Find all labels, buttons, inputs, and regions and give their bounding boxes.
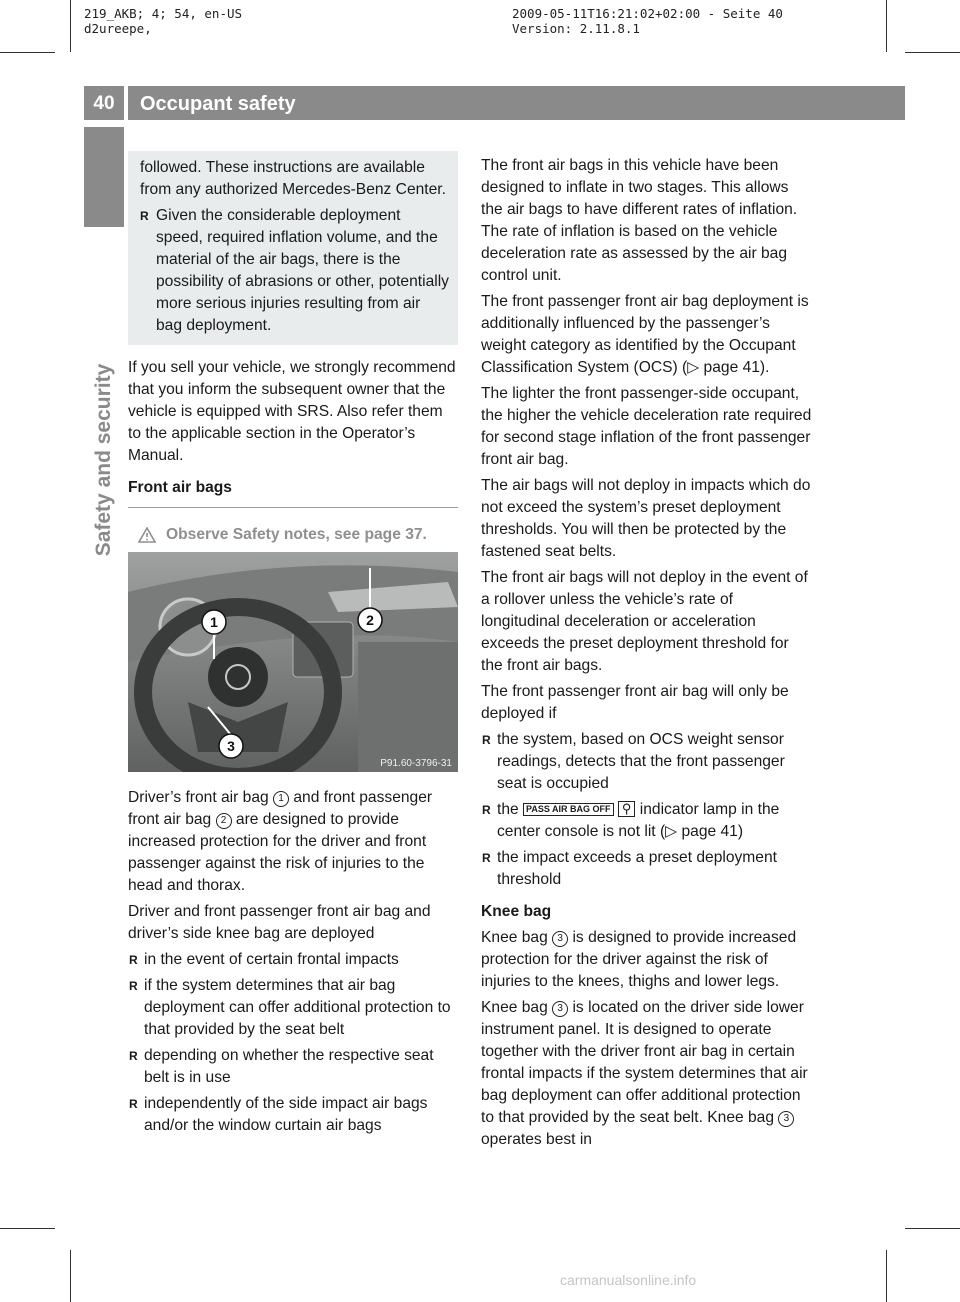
sell-vehicle-paragraph: If you sell your vehicle, we strongly recommend that you inform the subsequent owner that the vehicle is equipped with SRS. Also refer them to the applicable section in the Operator’s Manual. (128, 359, 456, 464)
knee-paragraph-2 (481, 997, 813, 1151)
section-tab (84, 127, 124, 227)
knee-bag-heading: Knee bag (481, 903, 552, 920)
note-continuation: followed. These instructions are available from any authorized Mercedes-Benz Center. (140, 159, 446, 198)
kp2-a: Knee bag (481, 999, 548, 1016)
list-item: R the impact exceeds a preset deployment threshold (481, 847, 813, 891)
warning-triangle-icon (138, 527, 156, 543)
crop-mark (0, 1228, 55, 1229)
list-item: R depending on whether the respective seat belt is in use (128, 1045, 458, 1089)
callout-3 (219, 734, 243, 758)
ref-3-icon: 3 (778, 1111, 794, 1127)
watermark: carmanualsonline.info (560, 1272, 697, 1288)
right-column (481, 155, 813, 1155)
meta-author: d2ureepe, (84, 21, 152, 36)
knee-paragraph-1 (481, 927, 813, 993)
list-item-indicator (481, 799, 813, 843)
paragraph: The front passenger front air bag deployment is additionally influenced by the passenger’s weight category as identified by the Occupant Classification System (OCS) (▷ page 41). (481, 293, 809, 376)
warning-note (128, 524, 458, 555)
pass-air-bag-off-label: PASS AIR BAG OFF (523, 803, 614, 816)
callout-2-number: 2 (366, 612, 374, 628)
kp1-b: is designed to provide increased protection for the driver against the risk of injuries to the knees, thighs and lower legs. (481, 929, 797, 990)
list-item: R the system, based on OCS weight sensor readings, detects that the front passenger seat is occupied (481, 729, 813, 795)
section-heading: Front air bags (128, 479, 232, 496)
meta-doc-id: 219_AKB; 4; 54, en-US (84, 6, 243, 21)
list-item: R in the event of certain frontal impacts (128, 949, 458, 971)
crop-mark (886, 1250, 887, 1302)
airbag-off-icon: ⚲ (618, 801, 636, 817)
ref-2-icon: 2 (216, 813, 232, 829)
callout-1-number: 1 (210, 614, 218, 630)
steering-hub (208, 647, 268, 707)
left-column-lower (128, 787, 458, 1141)
ref-1-icon: 1 (273, 791, 289, 807)
dashboard-photo (128, 552, 458, 772)
safety-note-box (128, 151, 458, 345)
b2-pre: the (497, 801, 519, 818)
p1-part-c: are designed to provide increased protection for the driver and front passenger against the risk of injuries to the head and thorax. (128, 811, 427, 894)
callout-1 (202, 610, 226, 634)
note-bullet: R Given the considerable deployment speed, required inflation volume, and the material of the air bags, there is the possibility of abrasions or other, potentially more serious injuries resulting from air bag deployment. (140, 205, 450, 337)
print-meta-right (512, 6, 783, 36)
crop-mark (886, 0, 887, 52)
page-number: 40 (84, 86, 124, 120)
section-label-text: Safety and security (92, 363, 115, 557)
paragraph: The front air bags in this vehicle have been designed to inflate in two stages. This allows the air bags to have different rates of inflation. The rate of inflation is based on the vehicle deceleration rate as assessed by the air bag control unit. (481, 157, 798, 284)
callout-2 (358, 608, 382, 632)
meta-version: Version: 2.11.8.1 (512, 21, 640, 36)
p1-part-a: Driver’s front air bag (128, 789, 269, 806)
paragraph: The front air bags will not deploy in the event of a rollover unless the vehicle’s rate of longitudinal deceleration or acceleration exceeds the preset deployment threshold for the front air bags. (481, 569, 808, 674)
crop-mark (905, 52, 960, 53)
crop-mark (905, 1228, 960, 1229)
kp1-a: Knee bag (481, 929, 548, 946)
page-title: Occupant safety (140, 93, 296, 115)
list-item: R independently of the side impact air bags and/or the window curtain air bags (128, 1093, 458, 1137)
left-column (128, 151, 458, 555)
crop-mark (70, 0, 71, 52)
print-meta-left (84, 6, 242, 36)
meta-timestamp: 2009-05-11T16:21:02+02:00 - Seite 40 (512, 6, 783, 21)
deployment-paragraph: Driver and front passenger front air bag and driver’s side knee bag are deployed (128, 903, 431, 942)
paragraph: The air bags will not deploy in impacts which do not exceed the system’s preset deployment thresholds. You will then be protected by the fastened seat belts. (481, 477, 811, 560)
paragraph: The front passenger front air bag will only be deployed if (481, 683, 789, 722)
callout-3-number: 3 (227, 738, 235, 754)
crop-mark (70, 1250, 71, 1302)
ref-3-icon: 3 (552, 931, 568, 947)
kp2-b: is located on the driver side lower instrument panel. It is designed to operate together with the driver front air bag in certain frontal impacts if the system determines that air bag deployment can offer additional protection to that provided by the seat belt. Knee bag (481, 999, 808, 1126)
section-label (84, 363, 124, 557)
b2-post: indicator lamp in the center console is not lit (▷ page 41) (497, 801, 780, 840)
kp2-c: operates best in (481, 1131, 592, 1148)
passenger-area (358, 642, 458, 772)
airbag-intro-paragraph (128, 787, 458, 897)
section-heading-rule (128, 477, 458, 508)
warning-text: Observe Safety notes, see page 37. (166, 526, 427, 543)
list-item: R if the system determines that air bag deployment can offer additional protection to that provided by the seat belt (128, 975, 458, 1041)
crop-mark (0, 52, 55, 53)
ref-3-icon: 3 (552, 1001, 568, 1017)
photo-code: P91.60-3796-31 (380, 758, 452, 769)
p1-part-b: and front passenger front air bag (128, 789, 433, 828)
paragraph: The lighter the front passenger-side occupant, the higher the vehicle deceleration rate required for second stage inflation of the front passenger front air bag. (481, 385, 812, 468)
dashboard-illustration (128, 552, 458, 772)
